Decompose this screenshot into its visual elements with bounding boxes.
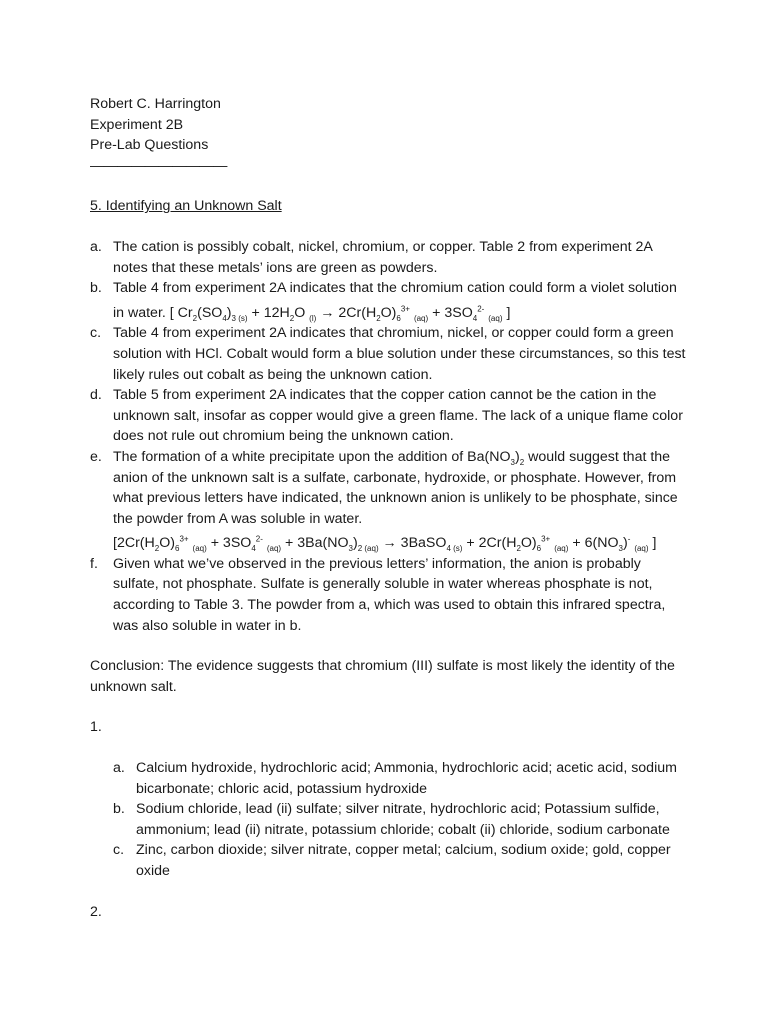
list-item xyxy=(90,447,690,554)
author-name: Robert C. Harrington xyxy=(90,96,221,112)
question-number: 2. xyxy=(90,903,102,920)
list-item xyxy=(90,385,690,447)
experiment-title: Experiment 2B xyxy=(90,116,184,133)
document-page xyxy=(90,94,690,922)
chemical-equation: [ $Cr_2(SO_4)_{3 (s)} + 12H_2O$ $_{(l)} \to 2Cr(H_2O)_6^{3+}$ $_{(aq)} + 3SO_4^{2-}$ $_{(aq)}$ ] xyxy=(169,304,511,323)
answer-list xyxy=(90,237,690,636)
item-text: Sodium chloride, lead (ii) sulfate; silver nitrate, hydrochloric acid; Potassium sulfide, ammonium; lead (ii) nitrate, potassium chloride; cobalt (ii) chloride, sodium carbonate xyxy=(136,801,670,838)
document-subtitle: Pre-Lab Questions xyxy=(90,137,209,154)
list-item xyxy=(90,323,690,385)
item-text: Zinc, carbon dioxide; silver nitrate, copper metal; calcium, sodium oxide; gold, copper oxide xyxy=(136,842,671,879)
list-item xyxy=(90,554,690,636)
item-text: Calcium hydroxide, hydrochloric acid; Ammonia, hydrochloric acid; acetic acid, sodium bicarbonate; chloric acid, potassium hydroxide xyxy=(136,760,677,797)
item-text: The formation of a white precipitate upon the addition of xyxy=(113,448,464,465)
list-item xyxy=(113,799,690,840)
list-item xyxy=(90,278,690,323)
item-text: would suggest that the anion of the unknown salt is a sulfate, carbonate, hydroxide, or phosphate. However, from what previous letters have indicated, the unknown anion is unlikely to be phosphate, since the powder from A was soluble in water. xyxy=(113,448,678,527)
item-label: a. xyxy=(113,760,125,777)
list-item xyxy=(90,237,690,278)
question-number: 1. xyxy=(90,719,102,736)
item-label: c. xyxy=(113,842,125,859)
item-label: f. xyxy=(90,555,98,572)
list-item xyxy=(113,840,690,881)
header-rule: —————————— xyxy=(90,157,227,174)
item-label: c. xyxy=(90,325,102,342)
section-title: 5. Identifying an Unknown Salt xyxy=(90,198,282,215)
item-label: b. xyxy=(113,801,125,818)
item-text: Table 4 from experiment 2A indicates that chromium, nickel, or copper could form a green solution with HCl. Cobalt would form a blue solution under these circumstances, so this test likely rules out cobalt as being the unknown cation. xyxy=(113,325,686,383)
item-label: a. xyxy=(90,238,102,255)
item-text: Table 4 from experiment 2A indicates that the chromium cation could form a violet solution in water. xyxy=(113,280,677,321)
list-item xyxy=(113,758,690,799)
conclusion-text: Conclusion: The evidence suggests that chromium (III) sulfate is most likely the identity of the unknown salt. xyxy=(90,658,675,695)
item-text: The cation is possibly cobalt, nickel, chromium, or copper. Table 2 from experiment 2A notes that these metals’ ions are green as powders. xyxy=(113,238,653,276)
item-text: Given what we’ve observed in the previous letters’ information, the anion is probably sulfate, not phosphate. Sulfate is generally soluble in water whereas phosphate is not, according to Table 3. The powder from a, which was used to obtain this infrared spectra, was also soluble in water in b. xyxy=(113,555,666,634)
item-label: d. xyxy=(90,387,102,404)
item-label: b. xyxy=(90,280,102,297)
question-1-list xyxy=(113,758,690,882)
chemical-formula: $Ba(NO_3)_2$ xyxy=(467,448,525,467)
item-label: e. xyxy=(90,448,102,465)
item-text: Table 5 from experiment 2A indicates that the copper cation cannot be the cation in the unknown salt, insofar as copper would give a green flame. The lack of a unique flame color does not rule out chromium being the unknown cation. xyxy=(113,387,683,445)
chemical-equation: [$2Cr(H_2O)_6^{3+}$ $_{(aq)} + 3SO_4^{2-}$ $_{(aq)} + 3Ba(NO_3)_{2 (aq)}$ → 3BaSO$_{4 (s)}$ + $2Cr(H_2O)_6^{3+}$ $_{(aq)} + 6(NO_3)^-$ $_{(aq)}$ ] xyxy=(113,534,657,554)
